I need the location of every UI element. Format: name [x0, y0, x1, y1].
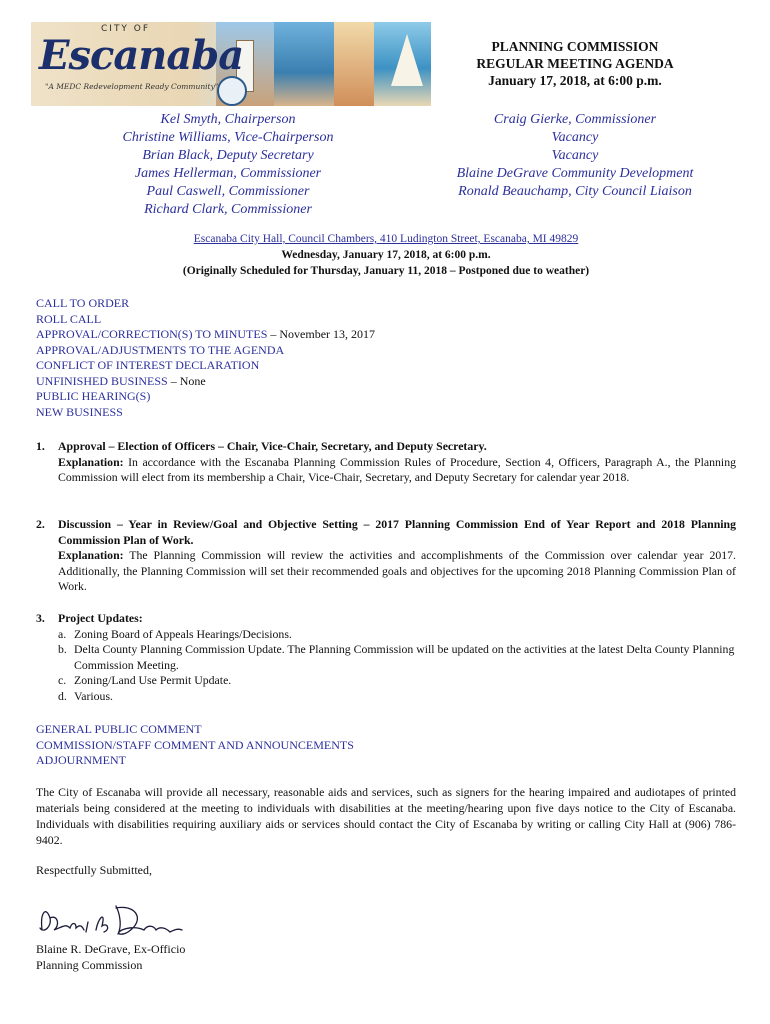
- logo-photo-beach: [274, 22, 334, 106]
- agenda-item: COMMISSION/STAFF COMMENT AND ANNOUNCEMENTS: [36, 737, 354, 752]
- logo-tagline: "A MEDC Redevelopment Ready Community": [45, 82, 219, 91]
- roster-member: Ronald Beauchamp, City Council Liaison: [458, 184, 692, 199]
- signer-block: [36, 941, 185, 973]
- agenda-item: NEW BUSINESS: [36, 404, 123, 419]
- meeting-location-link[interactable]: Escanaba City Hall, Council Chambers, 410 Ludington Street, Escanaba, MI 49829: [193, 233, 579, 245]
- agenda-item: CALL TO ORDER: [36, 296, 130, 310]
- item-explanation: Explanation: In accordance with the Escanaba Planning Commission Rules of Procedure, Section 4, Officers, Paragraph A., the Planning Commission will elect from its membership a Chair, Vice-Chair, Secretary, and Deputy Secretary for calendar year 2018.: [58, 454, 736, 484]
- meeting-date: Wednesday, January 17, 2018, at 6:00 p.m.: [281, 249, 491, 261]
- agenda-item: ROLL CALL: [36, 311, 102, 326]
- agenda-item: APPROVAL/ADJUSTMENTS TO THE AGENDA: [36, 342, 285, 357]
- item-explanation: Explanation: The Planning Commission will review the activities and accomplishments of the Commission over calendar year 2017. Additionally, the Planning Commission will set their recommended goals and objectives for the upcoming 2018 Planning Commission Plan of Work.: [58, 548, 736, 593]
- new-business-item-3: [36, 611, 736, 704]
- roster-member: Kel Smyth, Chairperson: [160, 112, 296, 127]
- agenda-item: ADJOURNMENT: [36, 753, 126, 767]
- item-number: 2.: [36, 517, 45, 531]
- agenda-item: PUBLIC HEARING(S): [36, 389, 151, 403]
- agenda-item: UNFINISHED BUSINESS – None: [36, 373, 206, 388]
- roster-member: Paul Caswell, Commissioner: [146, 184, 310, 199]
- item-number: 1.: [36, 439, 45, 453]
- handwritten-signature: [36, 900, 186, 942]
- project-update-item: a. Zoning Board of Appeals Hearings/Decisions.: [58, 626, 292, 641]
- project-update-item: c. Zoning/Land Use Permit Update.: [58, 673, 232, 687]
- agenda-item: CONFLICT OF INTEREST DECLARATION: [36, 358, 260, 372]
- roster-member: Richard Clark, Commissioner: [144, 202, 312, 217]
- logo-city-of: CITY OF: [101, 24, 151, 34]
- postponed-notice: (Originally Scheduled for Thursday, January 11, 2018 – Postponed due to weather): [182, 265, 590, 277]
- roster-left: [100, 111, 356, 219]
- agenda-list: [36, 296, 736, 420]
- item-heading: Project Updates:: [58, 611, 143, 625]
- roster-member: Christine Williams, Vice-Chairperson: [122, 130, 334, 145]
- signer-title: Planning Commission: [36, 958, 143, 972]
- roster-member: Vacancy: [551, 130, 599, 145]
- title-line-1: PLANNING COMMISSION: [491, 39, 659, 54]
- project-update-item: d. Various.: [58, 688, 113, 703]
- project-update-item: b. Delta County Planning Commission Update. The Planning Commission will be updated on the activities at the latest Delta County Planning Commission Meeting.: [58, 642, 735, 672]
- roster-member: James Hellerman, Commissioner: [134, 166, 322, 181]
- roster-right: [430, 111, 720, 201]
- logo-wordmark: Escanaba: [39, 32, 244, 79]
- roster-member: Brian Black, Deputy Secretary: [142, 148, 314, 163]
- title-line-2: REGULAR MEETING AGENDA: [476, 56, 674, 71]
- new-business-item-2: [36, 517, 736, 595]
- roster-member: Craig Gierke, Commissioner: [493, 112, 657, 127]
- item-number: 3.: [36, 611, 45, 625]
- accessibility-notice: The City of Escanaba will provide all necessary, reasonable aids and services, such as signers for the hearing impaired and audiotapes of printed materials being considered at the meeting to individuals with disabilities at the meeting/hearing upon five days notice to the City of Escanaba. Individuals with disabilities requiring auxiliary aids or services should contact the City of Escanaba by writing or calling City Hall at (906) 786-9402.: [36, 785, 736, 847]
- closing-agenda-list: [36, 722, 736, 769]
- logo-photo-people: [334, 22, 374, 106]
- roster-member: Vacancy: [551, 148, 599, 163]
- title-line-3: January 17, 2018, at 6:00 p.m.: [488, 73, 662, 88]
- medc-seal-icon: [217, 76, 247, 106]
- agenda-item: GENERAL PUBLIC COMMENT: [36, 722, 202, 736]
- city-logo-banner: [31, 22, 431, 106]
- agenda-title-block: [446, 38, 704, 89]
- item-heading: Discussion – Year in Review/Goal and Objective Setting – 2017 Planning Commission End of Year Report and 2018 Planning Commission Plan of Work.: [58, 517, 736, 547]
- agenda-item: APPROVAL/CORRECTION(S) TO MINUTES – November 13, 2017: [36, 327, 376, 341]
- new-business-item-1: [36, 439, 736, 486]
- roster-member: Blaine DeGrave Community Development: [456, 166, 694, 181]
- respectfully-submitted: Respectfully Submitted,: [36, 863, 152, 877]
- signer-name: Blaine R. DeGrave, Ex-Officio: [36, 942, 186, 956]
- item-heading: Approval – Election of Officers – Chair, Vice-Chair, Secretary, and Deputy Secretary.: [58, 439, 487, 453]
- sailboat-icon: [391, 34, 423, 86]
